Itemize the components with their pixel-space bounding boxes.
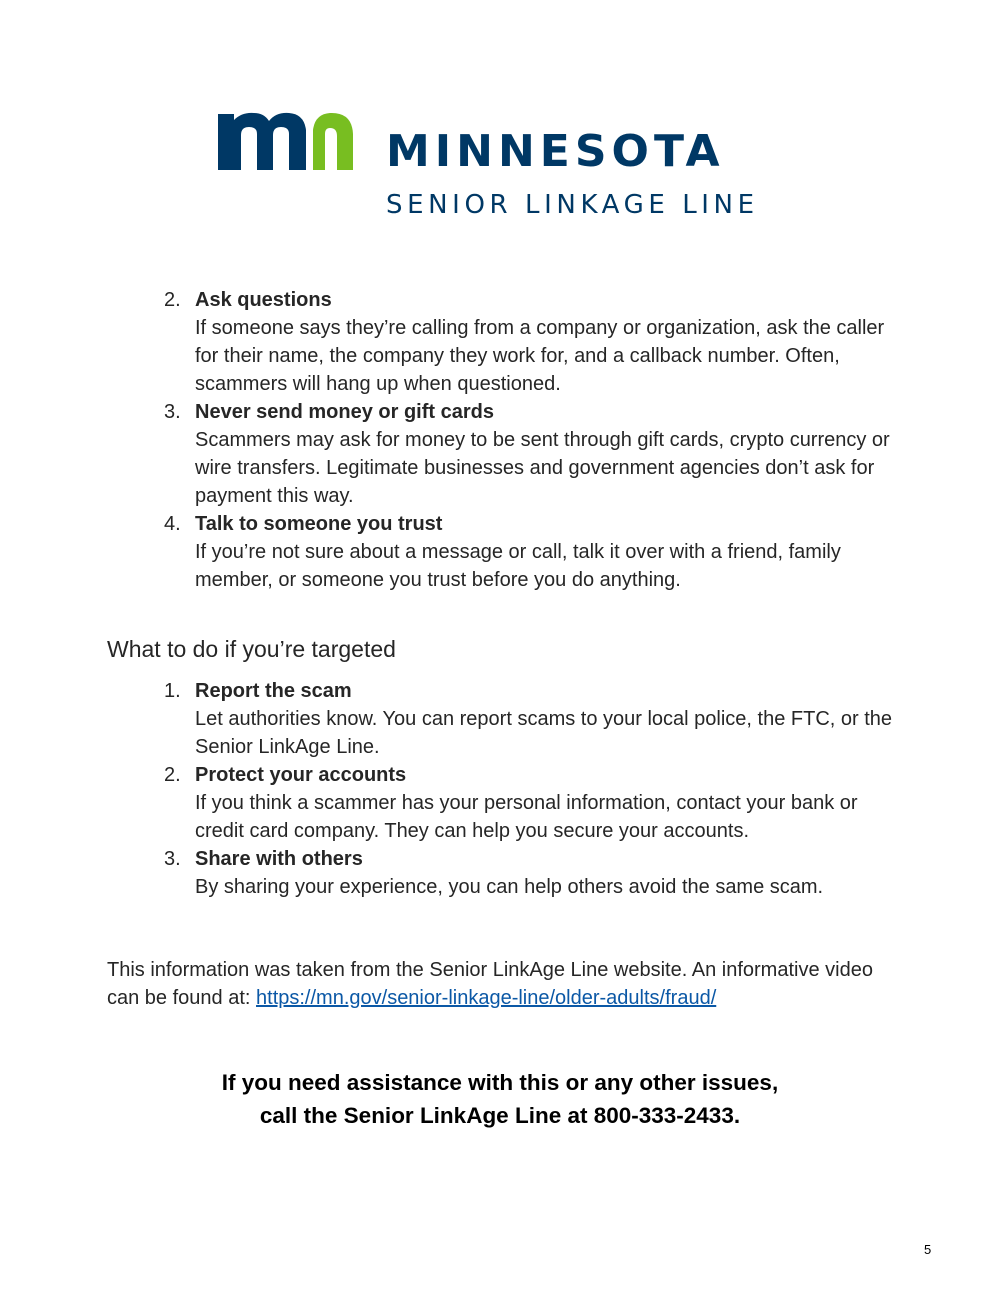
list-number: 3. xyxy=(164,401,181,423)
list-item xyxy=(0,677,1000,761)
list-item xyxy=(0,286,1000,398)
list-item-body: Scammers may ask for money to be sent through gift cards, crypto currency or wire transfers. Legitimate businesses and government agencies don’t ask for payment this way. xyxy=(195,429,890,507)
list-item-title: Report the scam xyxy=(195,680,352,702)
info-text: This information was taken from the Senior LinkAge Line website. An informative video can be found at: xyxy=(107,959,873,1009)
list-number: 2. xyxy=(164,764,181,786)
page-number: 5 xyxy=(924,1242,932,1257)
info-paragraph xyxy=(107,956,907,1012)
mn-logo-mark-icon xyxy=(218,112,358,174)
logo-subtitle: SENIOR LINKAGE LINE xyxy=(386,190,759,220)
list-item-title: Protect your accounts xyxy=(195,764,407,786)
tips-list xyxy=(0,286,1000,594)
list-number: 4. xyxy=(164,513,181,535)
list-number: 2. xyxy=(164,289,181,311)
list-number: 1. xyxy=(164,680,181,702)
fraud-video-link[interactable]: https://mn.gov/senior-linkage-line/older-adults/fraud/ xyxy=(256,987,717,1009)
list-item-body: By sharing your experience, you can help others avoid the same scam. xyxy=(195,876,824,898)
list-item-title: Talk to someone you trust xyxy=(195,513,443,535)
list-item xyxy=(0,510,1000,594)
minnesota-logo xyxy=(218,112,788,222)
callout-line-1: If you need assistance with this or any other issues, xyxy=(221,1070,779,1095)
section-heading: What to do if you’re targeted xyxy=(107,636,396,662)
list-item-body: If you think a scammer has your personal information, contact your bank or credit card company. They can help you secure your accounts. xyxy=(195,792,858,842)
callout-line-2: call the Senior LinkAge Line at 800-333-2433. xyxy=(259,1103,741,1128)
list-item xyxy=(0,845,1000,901)
targeted-steps-list xyxy=(0,677,1000,901)
list-item xyxy=(0,761,1000,845)
list-item-title: Never send money or gift cards xyxy=(195,401,494,423)
list-item-body: Let authorities know. You can report scams to your local police, the FTC, or the Senior LinkAge Line. xyxy=(195,708,893,758)
assistance-callout xyxy=(0,1066,1000,1132)
list-number: 3. xyxy=(164,848,181,870)
list-item-title: Ask questions xyxy=(195,289,332,311)
list-item-title: Share with others xyxy=(195,848,363,870)
list-item xyxy=(0,398,1000,510)
list-item-body: If someone says they’re calling from a company or organization, ask the caller for their name, the company they work for, and a callback number. Often, scammers will hang up when questioned. xyxy=(195,317,885,395)
logo-title: MINNESOTA xyxy=(386,126,725,177)
list-item-body: If you’re not sure about a message or call, talk it over with a friend, family member, or someone you trust before you do anything. xyxy=(195,541,841,591)
